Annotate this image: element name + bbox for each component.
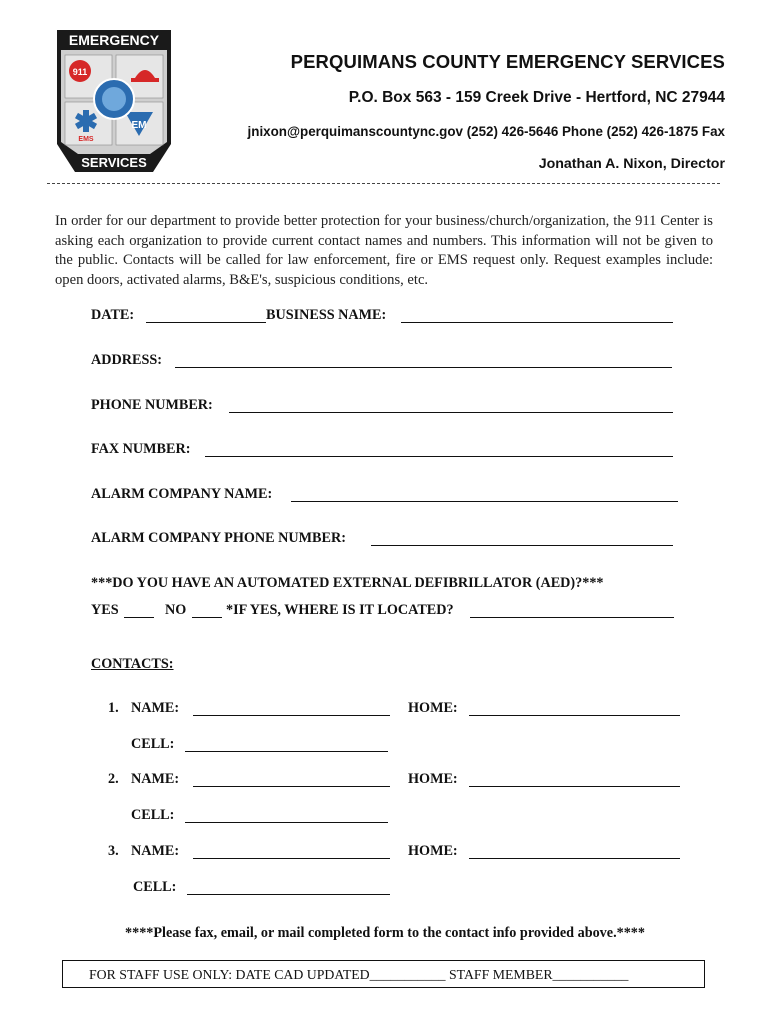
- staff-use-only-box: FOR STAFF USE ONLY: DATE CAD UPDATED___________ STAFF MEMBER___________: [62, 960, 705, 988]
- phone-number-field[interactable]: [229, 398, 673, 413]
- contact-3-home-field[interactable]: [469, 844, 680, 859]
- contact-2-cell-field[interactable]: [185, 808, 388, 823]
- submission-instructions: ****Please fax, email, or mail completed form to the contact info provided above.****: [125, 925, 645, 941]
- contact-2-number: 2.: [108, 771, 119, 787]
- agency-title: PERQUIMANS COUNTY EMERGENCY SERVICES: [290, 51, 725, 72]
- address-label: ADDRESS:: [91, 352, 162, 368]
- alarm-company-phone-label: ALARM COMPANY PHONE NUMBER:: [91, 530, 346, 546]
- emergency-services-logo: [53, 28, 175, 174]
- aed-no-label: NO: [165, 602, 187, 618]
- contact-3-number: 3.: [108, 843, 119, 859]
- contact-1-number: 1.: [108, 700, 119, 716]
- contact-2-home-label: HOME:: [408, 771, 458, 787]
- contact-1-cell-field[interactable]: [185, 737, 388, 752]
- aed-location-label: *IF YES, WHERE IS IT LOCATED?: [226, 602, 454, 618]
- contact-3-cell-label: CELL:: [133, 879, 177, 895]
- contact-2-name-label: NAME:: [131, 771, 180, 787]
- aed-yes-field[interactable]: [124, 603, 154, 618]
- svg-text:EM: EM: [131, 120, 147, 131]
- contact-3-name-field[interactable]: [193, 844, 390, 859]
- agency-contact-line: jnixon@perquimanscountync.gov (252) 426-5646 Phone (252) 426-1875 Fax: [247, 124, 725, 139]
- alarm-company-name-label: ALARM COMPANY NAME:: [91, 486, 273, 502]
- phone-number-label: PHONE NUMBER:: [91, 397, 213, 413]
- business-name-field[interactable]: [401, 308, 673, 323]
- aed-question: ***DO YOU HAVE AN AUTOMATED EXTERNAL DEFIBRILLATOR (AED)?***: [91, 575, 604, 591]
- contact-2-home-field[interactable]: [469, 772, 680, 787]
- logo-top-text: EMERGENCY: [68, 32, 160, 48]
- aed-no-field[interactable]: [192, 603, 222, 618]
- svg-text:911: 911: [72, 67, 88, 77]
- director-name: Jonathan A. Nixon, Director: [538, 156, 725, 172]
- svg-text:EMS: EMS: [78, 136, 94, 143]
- fax-number-field[interactable]: [205, 442, 673, 457]
- intro-paragraph: In order for our department to provide better protection for your business/church/organization, the 911 Center is asking each organization to provide current contact names and numbers. This information will not be given to the public. Contacts will be called for law enforcement, fire or EMS request only. Request examples include: open doors, activated alarms, B&E's, suspicious conditions, etc.: [55, 213, 713, 288]
- date-field[interactable]: [146, 308, 266, 323]
- contact-2-cell-label: CELL:: [131, 807, 175, 823]
- agency-address: P.O. Box 563 - 159 Creek Drive - Hertford, NC 27944: [348, 89, 725, 106]
- contact-2-name-field[interactable]: [193, 772, 390, 787]
- contact-1-home-field[interactable]: [469, 701, 680, 716]
- contact-3-home-label: HOME:: [408, 843, 458, 859]
- address-field[interactable]: [175, 353, 672, 368]
- contact-3-cell-field[interactable]: [187, 880, 390, 895]
- contact-1-name-label: NAME:: [131, 700, 180, 716]
- contacts-heading: CONTACTS:: [91, 656, 174, 672]
- aed-yes-label: YES: [91, 602, 119, 618]
- contact-1-cell-label: CELL:: [131, 736, 175, 752]
- alarm-company-name-field[interactable]: [291, 487, 678, 502]
- header-divider: [47, 183, 720, 184]
- fax-number-label: FAX NUMBER:: [91, 441, 191, 457]
- date-label: DATE:: [91, 307, 135, 323]
- contact-1-name-field[interactable]: [193, 701, 390, 716]
- aed-location-field[interactable]: [470, 603, 674, 618]
- contact-3-name-label: NAME:: [131, 843, 180, 859]
- contact-1-home-label: HOME:: [408, 700, 458, 716]
- logo-bottom-text: SERVICES: [81, 155, 147, 170]
- alarm-company-phone-field[interactable]: [371, 531, 673, 546]
- business-name-label: BUSINESS NAME:: [266, 307, 387, 323]
